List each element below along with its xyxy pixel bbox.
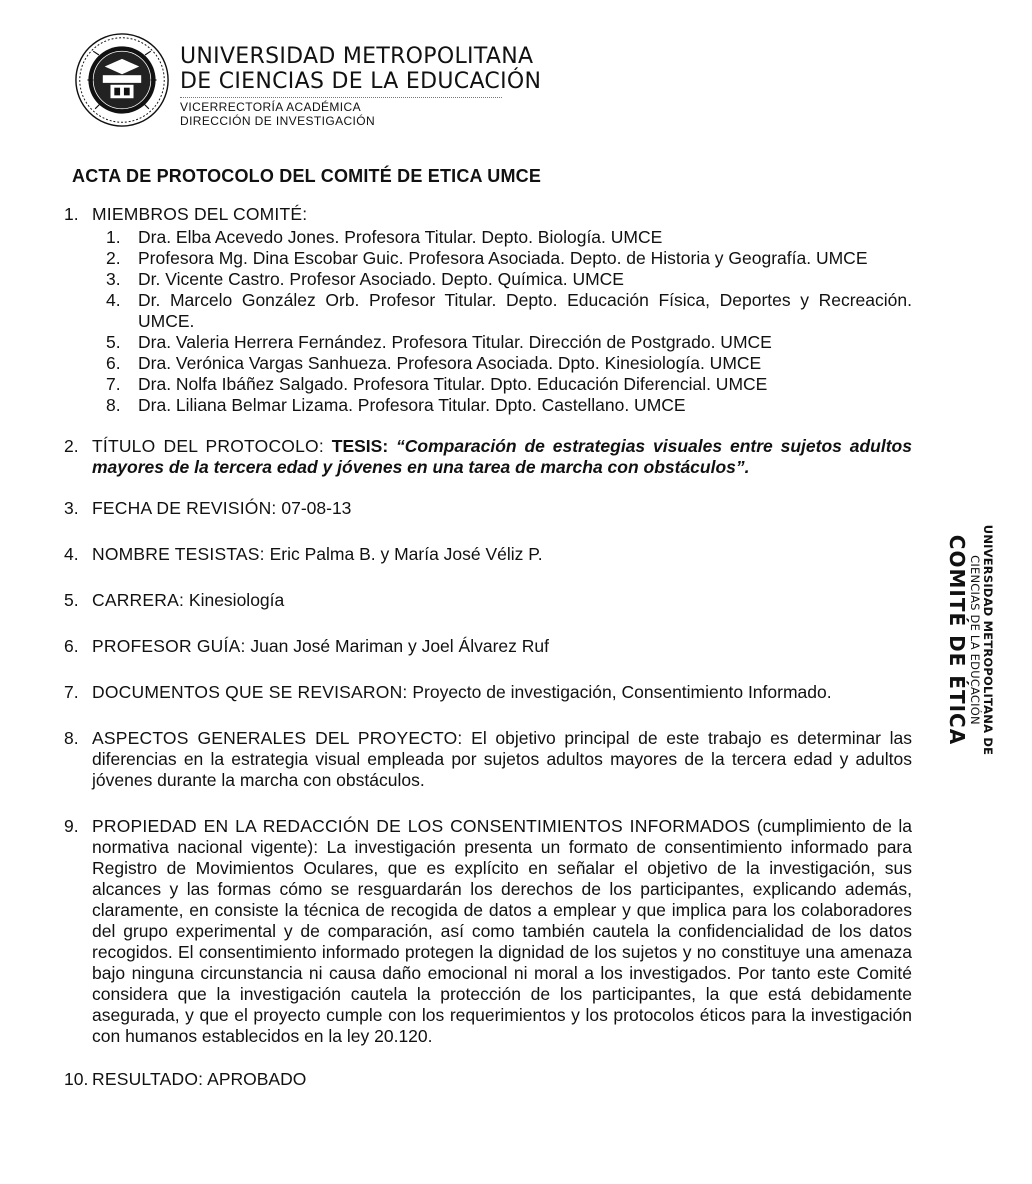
item-number: 7. (106, 374, 121, 394)
item-text: Dra. Elba Acevedo Jones. Profesora Titular. Depto. Biología. UMCE (138, 227, 663, 247)
students-value: Eric Palma B. y María José Véliz P. (269, 544, 543, 564)
section-aspects (64, 728, 912, 791)
item-text: Dra. Liliana Belmar Lizama. Profesora Titular. Dpto. Castellano. UMCE (138, 395, 686, 415)
list-item (92, 269, 912, 290)
section-documents (64, 682, 912, 703)
item-number: 4. (106, 290, 121, 310)
item-number: 5. (106, 332, 121, 352)
stamp-line3: COMITÉ DE ÉTICA (945, 534, 969, 746)
item-number: 1. (106, 227, 121, 247)
item-text: Dra. Verónica Vargas Sanhueza. Profesora Asociada. Dpto. Kinesiología. UMCE (138, 353, 762, 373)
item-text: Dr. Marcelo González Orb. Profesor Titular. Depto. Educación Física, Deportes y Recreación. UMCE. (138, 290, 912, 331)
item-text: Dr. Vicente Castro. Profesor Asociado. Depto. Química. UMCE (138, 269, 624, 289)
members-list (92, 227, 912, 416)
section-label: RESULTADO: (92, 1069, 204, 1089)
section-label: CARRERA: (92, 590, 185, 610)
item-number: 8. (106, 395, 121, 415)
section-number: 7. (64, 682, 79, 702)
list-item (92, 248, 912, 269)
section-protocol-title (64, 436, 912, 478)
list-item (92, 290, 912, 332)
vicerrectoria-label: VICERRECTORÍA ACADÉMICA (180, 100, 362, 114)
review-date-value: 07-08-13 (281, 498, 352, 518)
section-number: 10. (64, 1069, 89, 1089)
protocol-title-text: “Comparación de estrategias visuales entre sujetos adultos mayores de la tercera edad y jóvenes en una tarea de marcha con obstáculos”. (92, 436, 912, 477)
section-label: FECHA DE REVISIÓN: (92, 498, 277, 518)
list-item (92, 227, 912, 248)
document-title: ACTA DE PROTOCOLO DEL COMITÉ DE ETICA UMCE (72, 166, 542, 186)
section-review-date (64, 498, 912, 519)
list-item (92, 353, 912, 374)
stamp-text (946, 525, 994, 755)
university-seal-icon (74, 32, 170, 128)
advisor-value: Juan José Mariman y Joel Álvarez Ruf (250, 636, 549, 656)
section-number: 2. (64, 436, 79, 456)
list-item (92, 332, 912, 353)
section-members (64, 204, 912, 416)
section-number: 4. (64, 544, 79, 564)
item-number: 6. (106, 353, 121, 373)
section-label: DOCUMENTOS QUE SE REVISARON: (92, 682, 408, 702)
list-item (92, 395, 912, 416)
aspects-value: El objetivo principal de este trabajo es determinar las diferencias en la estrategia visual empleada por sujetos adultos mayores de la tercera edad y adultos jóvenes durante la marcha con obstáculos. (92, 728, 912, 790)
consent-value: (cumplimiento de la normativa nacional vigente): La investigación presenta un formato de consentimiento informado para Registro de Movimientos Oculares, que es explícito en señalar el objetivo de la investigación, sus alcances y las formas cómo se resguardarán los derechos de los participantes, explicando además, claramente, en consiste la técnica de recogida de datos a emplear y que implica para los colaboradores del grupo experimental y de comparación, así como también cautela la confidencialidad de los datos recogidos. El consentimiento informado protegen la dignidad de los sujetos y no constituye una amenaza bajo ninguna circunstancia ni causa daño emocional ni moral a los investigados. Por tanto este Comité considera que la investigación cautela la protección de los participantes, la que está debidamente asegurada, y que el proyecto cumple con los requerimientos y los protocolos éticos para la investigación con humanos establecidos en la ley 20.120. (92, 816, 912, 1046)
section-number: 6. (64, 636, 79, 656)
direccion-label: DIRECCIÓN DE INVESTIGACIÓN (180, 114, 376, 128)
section-result (64, 1069, 912, 1090)
section-label: MIEMBROS DEL COMITÉ: (92, 204, 308, 224)
document-body (64, 204, 912, 1090)
section-advisor (64, 636, 912, 657)
list-item (92, 374, 912, 395)
university-name-line1: UNIVERSIDAD METROPOLITANA (180, 44, 534, 69)
protocol-kind: TESIS: (331, 436, 389, 456)
item-number: 3. (106, 269, 121, 289)
header-divider (180, 97, 502, 98)
ethics-committee-stamp (930, 524, 1010, 756)
documents-value: Proyecto de investigación, Consentimiento Informado. (412, 682, 832, 702)
section-number: 9. (64, 816, 79, 836)
university-header (180, 44, 541, 128)
career-value: Kinesiología (188, 590, 285, 610)
section-number: 3. (64, 498, 79, 518)
section-number: 5. (64, 590, 79, 610)
section-students (64, 544, 912, 565)
section-label: TÍTULO DEL PROTOCOLO: (92, 436, 324, 456)
section-label: ASPECTOS GENERALES DEL PROYECTO: (92, 728, 463, 748)
item-number: 2. (106, 248, 121, 268)
item-text: Dra. Valeria Herrera Fernández. Profesora Titular. Dirección de Postgrado. UMCE (138, 332, 772, 352)
section-number: 8. (64, 728, 79, 748)
item-text: Profesora Mg. Dina Escobar Guic. Profesora Asociada. Depto. de Historia y Geografía. UMCE (138, 248, 868, 268)
section-label: PROPIEDAD EN LA REDACCIÓN DE LOS CONSENTIMIENTOS INFORMADOS (92, 816, 751, 836)
stamp-line2: CIENCIAS DE LA EDUCACIÓN (968, 555, 982, 725)
result-value: APROBADO (207, 1069, 307, 1089)
section-number: 1. (64, 204, 79, 224)
section-label: PROFESOR GUÍA: (92, 636, 246, 656)
stamp-line1: UNIVERSIDAD METROPOLITANA DE (981, 524, 995, 756)
section-career (64, 590, 912, 611)
university-name-line2: DE CIENCIAS DE LA EDUCACIÓN (180, 69, 542, 94)
section-consent (64, 816, 912, 1047)
item-text: Dra. Nolfa Ibáñez Salgado. Profesora Titular. Dpto. Educación Diferencial. UMCE (138, 374, 768, 394)
section-label: NOMBRE TESISTAS: (92, 544, 265, 564)
